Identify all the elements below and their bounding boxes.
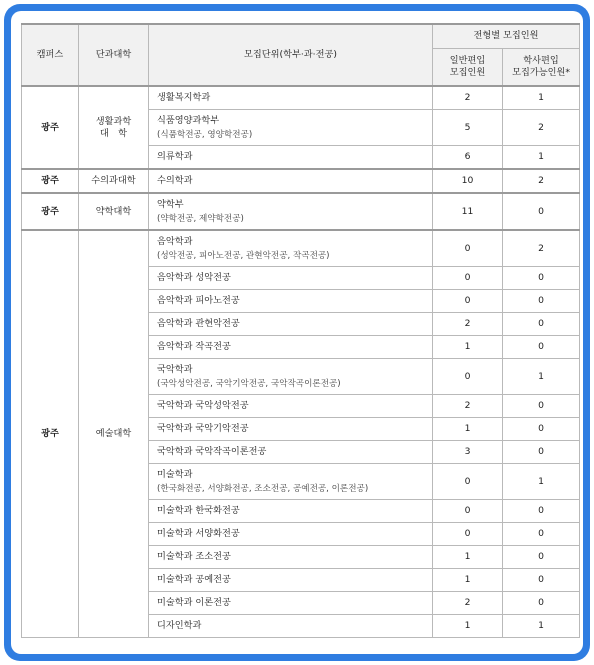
bachelor-count: 0 xyxy=(503,592,580,615)
general-count: 1 xyxy=(433,546,503,569)
unit-cell: 약학부 (약학전공, 제약학전공) xyxy=(149,193,433,230)
table-row xyxy=(22,169,580,193)
bachelor-count: 0 xyxy=(503,523,580,546)
header-college: 단과대학 xyxy=(79,24,149,86)
bachelor-count: 0 xyxy=(503,546,580,569)
unit-cell: 생활복지학과 xyxy=(149,86,433,110)
unit-cell: 미술학과 공예전공 xyxy=(149,569,433,592)
general-count: 5 xyxy=(433,110,503,146)
unit-cell: 음악학과 (성악전공, 피아노전공, 관현악전공, 작곡전공) xyxy=(149,230,433,267)
header-unit: 모집단위(학부·과·전공) xyxy=(149,24,433,86)
bachelor-count: 2 xyxy=(503,169,580,193)
unit-cell: 식품영양과학부 (식품학전공, 영양학전공) xyxy=(149,110,433,146)
header-general-transfer: 일반편입 모집인원 xyxy=(433,48,503,86)
unit-cell: 미술학과 서양화전공 xyxy=(149,523,433,546)
unit-cell: 음악학과 관현악전공 xyxy=(149,313,433,336)
campus-cell: 광주 xyxy=(22,86,79,169)
college-cell: 예술대학 xyxy=(79,230,149,638)
bachelor-count: 0 xyxy=(503,267,580,290)
bachelor-count: 2 xyxy=(503,230,580,267)
unit-cell: 수의학과 xyxy=(149,169,433,193)
header-campus: 캠퍼스 xyxy=(22,24,79,86)
general-count: 1 xyxy=(433,615,503,638)
unit-cell: 음악학과 피아노전공 xyxy=(149,290,433,313)
unit-cell: 디자인학과 xyxy=(149,615,433,638)
unit-cell: 미술학과 한국화전공 xyxy=(149,500,433,523)
campus-cell: 광주 xyxy=(22,169,79,193)
college-cell: 생활과학 대 학 xyxy=(79,86,149,169)
general-count: 10 xyxy=(433,169,503,193)
general-count: 0 xyxy=(433,230,503,267)
unit-cell: 미술학과 이론전공 xyxy=(149,592,433,615)
bachelor-count: 2 xyxy=(503,110,580,146)
unit-cell: 미술학과 조소전공 xyxy=(149,546,433,569)
header-group: 전형별 모집인원 xyxy=(433,24,580,48)
general-count: 2 xyxy=(433,592,503,615)
general-count: 0 xyxy=(433,290,503,313)
header-bachelor-transfer: 학사편입 모집가능인원* xyxy=(503,48,580,86)
bachelor-count: 1 xyxy=(503,86,580,110)
unit-cell: 국악학과 국악기악전공 xyxy=(149,418,433,441)
bachelor-count: 1 xyxy=(503,464,580,500)
campus-cell: 광주 xyxy=(22,193,79,230)
general-count: 1 xyxy=(433,569,503,592)
general-count: 0 xyxy=(433,464,503,500)
bachelor-count: 0 xyxy=(503,193,580,230)
general-count: 1 xyxy=(433,418,503,441)
general-count: 0 xyxy=(433,500,503,523)
bachelor-count: 0 xyxy=(503,336,580,359)
unit-cell: 의류학과 xyxy=(149,146,433,170)
general-count: 11 xyxy=(433,193,503,230)
content-panel xyxy=(11,11,583,654)
bachelor-count: 0 xyxy=(503,313,580,336)
page-frame xyxy=(4,4,590,661)
campus-cell: 광주 xyxy=(22,230,79,638)
unit-cell: 음악학과 성악전공 xyxy=(149,267,433,290)
unit-cell: 음악학과 작곡전공 xyxy=(149,336,433,359)
general-count: 1 xyxy=(433,336,503,359)
bachelor-count: 0 xyxy=(503,395,580,418)
bachelor-count: 0 xyxy=(503,500,580,523)
bachelor-count: 1 xyxy=(503,359,580,395)
general-count: 2 xyxy=(433,395,503,418)
general-count: 3 xyxy=(433,441,503,464)
unit-cell: 국악학과 국악성악전공 xyxy=(149,395,433,418)
table-row xyxy=(22,230,580,267)
general-count: 6 xyxy=(433,146,503,170)
table-row xyxy=(22,86,580,110)
college-cell: 수의과대학 xyxy=(79,169,149,193)
general-count: 0 xyxy=(433,359,503,395)
bachelor-count: 1 xyxy=(503,146,580,170)
bachelor-count: 0 xyxy=(503,441,580,464)
admission-table xyxy=(21,23,580,638)
table-container xyxy=(21,23,579,638)
unit-cell: 미술학과 (한국화전공, 서양화전공, 조소전공, 공예전공, 이론전공) xyxy=(149,464,433,500)
general-count: 0 xyxy=(433,523,503,546)
bachelor-count: 0 xyxy=(503,290,580,313)
table-row xyxy=(22,193,580,230)
general-count: 2 xyxy=(433,313,503,336)
general-count: 0 xyxy=(433,267,503,290)
college-cell: 약학대학 xyxy=(79,193,149,230)
unit-cell: 국악학과 국악작곡이론전공 xyxy=(149,441,433,464)
bachelor-count: 0 xyxy=(503,569,580,592)
bachelor-count: 1 xyxy=(503,615,580,638)
unit-cell: 국악학과 (국악성악전공, 국악기악전공, 국악작곡이론전공) xyxy=(149,359,433,395)
bachelor-count: 0 xyxy=(503,418,580,441)
general-count: 2 xyxy=(433,86,503,110)
